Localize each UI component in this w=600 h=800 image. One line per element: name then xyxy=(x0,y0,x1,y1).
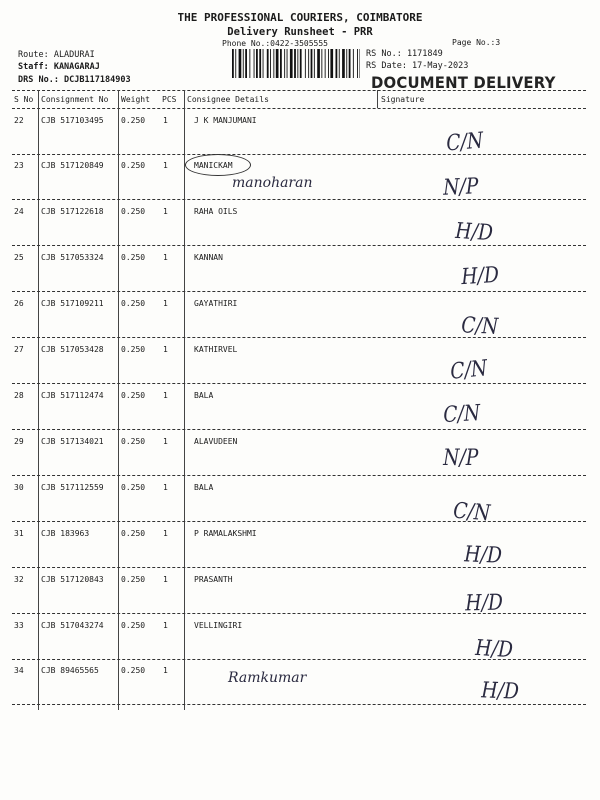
handwritten-signature: H/D xyxy=(474,635,514,664)
row-consignee: P RAMALAKSHMI xyxy=(194,529,257,538)
row-divider xyxy=(12,383,586,384)
sheet-title: Delivery Runsheet - PRR xyxy=(227,26,373,38)
col-header-consignee: Consignee Details xyxy=(187,95,269,104)
col-header-sno: S No xyxy=(14,95,34,104)
row-sno: 27 xyxy=(14,345,24,354)
row-consignee: BALA xyxy=(194,483,214,492)
handwritten-signature: N/P xyxy=(442,174,479,201)
row-consignee: J K MANJUMANI xyxy=(194,116,257,125)
col-header-pcs: PCS xyxy=(162,95,177,104)
row-sno: 29 xyxy=(14,437,24,446)
column-divider-signature xyxy=(377,90,378,108)
rs-number: RS No.: 1171849 xyxy=(366,49,443,59)
staff: Staff: KANAGARAJ xyxy=(18,62,100,72)
col-header-consignment: Consignment No xyxy=(41,95,109,104)
row-pcs: 1 xyxy=(163,529,168,538)
row-consignee: KANNAN xyxy=(194,253,223,262)
row-divider xyxy=(12,659,586,660)
row-consignment-no: CJB 517043274 xyxy=(41,621,104,630)
row-sno: 33 xyxy=(14,621,24,630)
header-top-rule xyxy=(12,90,586,91)
row-sno: 28 xyxy=(14,391,24,400)
row-divider xyxy=(12,613,586,614)
row-consignment-no: CJB 517112559 xyxy=(41,483,104,492)
row-consignment-no: CJB 517120849 xyxy=(41,161,104,170)
column-divider-consignment xyxy=(118,90,119,710)
col-header-signature: Signature xyxy=(381,95,425,104)
column-divider-sno xyxy=(38,90,39,710)
row-consignment-no: CJB 517134021 xyxy=(41,437,104,446)
row-pcs: 1 xyxy=(163,207,168,216)
row-consignment-no: CJB 517122618 xyxy=(41,207,104,216)
row-pcs: 1 xyxy=(163,666,168,675)
row-consignee: KATHIRVEL xyxy=(194,345,238,354)
row-pcs: 1 xyxy=(163,575,168,584)
row-sno: 24 xyxy=(14,207,24,216)
row-pcs: 1 xyxy=(163,345,168,354)
row-divider xyxy=(12,154,586,155)
row-weight: 0.250 xyxy=(121,437,146,446)
row-weight: 0.250 xyxy=(121,299,146,308)
handwritten-signature: H/D xyxy=(480,678,520,705)
row-pcs: 1 xyxy=(163,391,168,400)
row-weight: 0.250 xyxy=(121,253,146,262)
row-weight: 0.250 xyxy=(121,529,146,538)
row-sno: 32 xyxy=(14,575,24,584)
row-consignment-no: CJB 89465565 xyxy=(41,666,99,675)
handwritten-signature: H/D xyxy=(465,590,504,617)
row-consignee: ALAVUDEEN xyxy=(194,437,238,446)
handwritten-signature: N/P xyxy=(443,446,479,471)
handwritten-signature: C/N xyxy=(449,356,489,385)
handwritten-signature: H/D xyxy=(454,218,494,247)
handwritten-note: Ramkumar xyxy=(228,670,307,686)
row-divider xyxy=(12,567,586,568)
row-divider xyxy=(12,199,586,200)
row-weight: 0.250 xyxy=(121,575,146,584)
row-pcs: 1 xyxy=(163,621,168,630)
row-consignment-no: CJB 517120843 xyxy=(41,575,104,584)
row-consignee: RAHA OILS xyxy=(194,207,238,216)
row-consignee: GAYATHIRI xyxy=(194,299,238,308)
row-consignment-no: CJB 517112474 xyxy=(41,391,104,400)
row-sno: 31 xyxy=(14,529,24,538)
handwritten-signature: C/N xyxy=(442,400,481,429)
row-consignee: MANICKAM xyxy=(194,161,233,170)
row-consignee: PRASANTH xyxy=(194,575,233,584)
row-weight: 0.250 xyxy=(121,621,146,630)
row-weight: 0.250 xyxy=(121,116,146,125)
row-sno: 23 xyxy=(14,161,24,170)
barcode xyxy=(232,49,360,78)
row-pcs: 1 xyxy=(163,483,168,492)
handwritten-signature: H/D xyxy=(460,262,500,291)
handwritten-note: manoharan xyxy=(232,175,313,191)
row-weight: 0.250 xyxy=(121,161,146,170)
route: Route: ALADURAI xyxy=(18,50,95,60)
row-divider xyxy=(12,475,586,476)
page-number: Page No.:3 xyxy=(452,38,501,47)
handwritten-signature: C/N xyxy=(452,498,491,527)
row-consignment-no: CJB 517053324 xyxy=(41,253,104,262)
row-sno: 25 xyxy=(14,253,24,262)
col-header-weight: Weight xyxy=(121,95,150,104)
row-pcs: 1 xyxy=(163,299,168,308)
handwritten-signature: H/D xyxy=(463,542,503,569)
row-consignment-no: CJB 183963 xyxy=(41,529,90,538)
row-consignment-no: CJB 517103495 xyxy=(41,116,104,125)
row-pcs: 1 xyxy=(163,161,168,170)
row-divider xyxy=(12,291,586,292)
document-delivery-stamp: DOCUMENT DELIVERY xyxy=(371,73,556,92)
rs-date: RS Date: 17-May-2023 xyxy=(366,61,469,71)
handwritten-signature: C/N xyxy=(445,128,484,157)
row-sno: 34 xyxy=(14,666,24,675)
company-title: THE PROFESSIONAL COURIERS, COIMBATORE xyxy=(177,11,423,24)
row-weight: 0.250 xyxy=(121,391,146,400)
row-consignment-no: CJB 517053428 xyxy=(41,345,104,354)
row-sno: 30 xyxy=(14,483,24,492)
circled-consignee-mark xyxy=(185,154,251,176)
row-sno: 22 xyxy=(14,116,24,125)
row-consignment-no: CJB 517109211 xyxy=(41,299,104,308)
row-divider xyxy=(12,521,586,522)
row-pcs: 1 xyxy=(163,116,168,125)
row-divider xyxy=(12,337,586,338)
row-pcs: 1 xyxy=(163,437,168,446)
row-weight: 0.250 xyxy=(121,666,146,675)
row-weight: 0.250 xyxy=(121,345,146,354)
header-bottom-rule xyxy=(12,108,586,109)
row-pcs: 1 xyxy=(163,253,168,262)
row-divider xyxy=(12,429,586,430)
phone-number: Phone No.:0422-3505555 xyxy=(222,39,328,48)
row-divider xyxy=(12,245,586,246)
row-weight: 0.250 xyxy=(121,207,146,216)
row-consignee: BALA xyxy=(194,391,214,400)
row-divider xyxy=(12,704,586,705)
drs-number: DRS No.: DCJB117184903 xyxy=(18,75,131,85)
row-sno: 26 xyxy=(14,299,24,308)
row-consignee: VELLINGIRI xyxy=(194,621,243,630)
column-divider-consignee xyxy=(184,90,185,710)
row-weight: 0.250 xyxy=(121,483,146,492)
handwritten-signature: C/N xyxy=(460,313,499,340)
